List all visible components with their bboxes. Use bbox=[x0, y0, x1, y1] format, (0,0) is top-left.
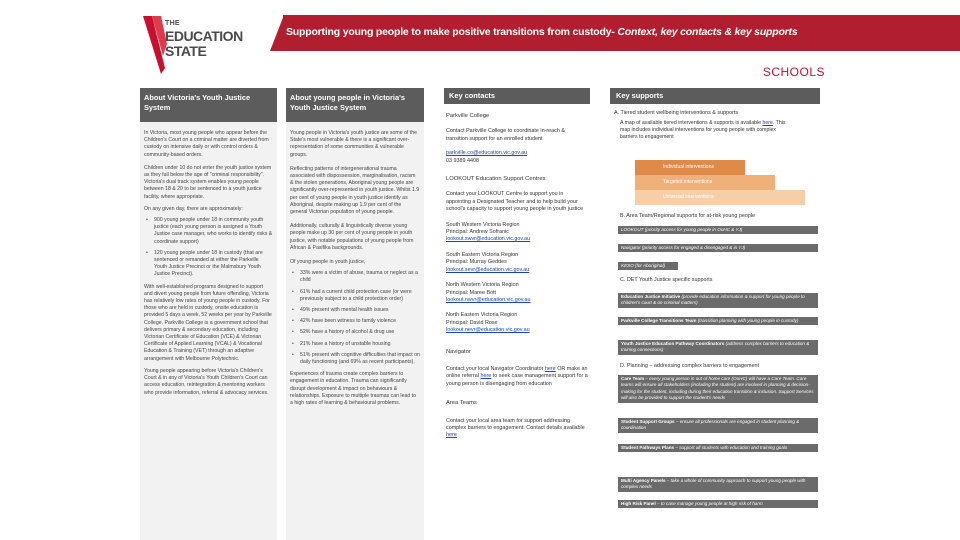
support-button[interactable]: Education Justice Initiative (provide education information & support for young people to children's court & on criminal matters) bbox=[618, 293, 818, 308]
navigator-referral-link[interactable]: here bbox=[480, 373, 492, 380]
parkville-phone: 03 9389 4408 bbox=[446, 157, 479, 164]
column-key-contacts bbox=[444, 88, 590, 540]
region-email-link[interactable]: lookout.nevr@education.vic.gov.au bbox=[446, 327, 530, 334]
region-contact: North Eastern Victoria Region Principal: David Rose lookout.nevr@education.vic.gov.au bbox=[446, 312, 530, 334]
paragraph: Young people in Victoria's youth justice are some of the State's most vulnerable & there is a significant over-representation of some communities & vulnerable groups. bbox=[290, 130, 418, 158]
list-item: • 51% present with cognitive difficulties that impact on daily functioning (and 69% as recent participants). bbox=[286, 352, 424, 366]
tiered-map-here-link[interactable]: here bbox=[762, 120, 773, 126]
list-item: • 33% were a victim of abuse, trauma or neglect as a child bbox=[286, 270, 424, 284]
list-item: • 900 young people under 18 in community youth justice (each young person is assigned a Youth Justice case manager, who works to identify risks & coordinate support) bbox=[140, 217, 277, 246]
contact-text: Contact your local Navigator Coordinator here OR make an online referral here to seek case management support for a young person is disengaging from education bbox=[446, 365, 588, 387]
support-button[interactable]: High Risk Panel – to case manage young people at high risk of harm bbox=[618, 500, 818, 508]
section-heading: C. DET Youth Justice specific supports bbox=[620, 277, 713, 283]
section-heading: B. Area Team/Regional supports for at-risk young people bbox=[620, 213, 756, 219]
column-header: Key supports bbox=[610, 88, 820, 104]
region-contact: South Western Victoria Region Principal: Andrew Sofranic lookout.swvr@education.vic.gov.au bbox=[446, 221, 531, 243]
contact-text: Contact your LOOKOUT Centre to support you in appointing a Designated Teacher and to help build your school's capacity to support young people in youth justice bbox=[446, 191, 584, 213]
contact-heading: Area Teams bbox=[446, 400, 477, 407]
list-item: • 61% had a current child protection case (or were previously subject to a child protection order) bbox=[286, 289, 424, 303]
contact-text: Contact Parkville College to coordinate in-reach & transition support for an enrolled student bbox=[446, 128, 565, 142]
parkville-email-link[interactable]: parkville.co@education.vic.gov.au bbox=[446, 150, 528, 157]
paragraph: With well-established programs designed to support and divert young people from future offending, Victoria has relatively low rates of young people in custody. For those who are held in custody, onsite education is provided 5 days a week, 52 weeks per year by Parkville College. Parkville College is a government school that delivers primary & secondary education, including Victorian Certificate of Education (VCE) & Victorian Certificate of Applied Learning (VCAL) & Vocational Education & Training (VET) through an adaptive arrangement with Melbourne Polytechnic. bbox=[144, 283, 272, 362]
column-youth-justice-system bbox=[140, 88, 277, 540]
section-text: A map of available tiered interventions & supports is available here. This map includes individual interventions for young people with complex barriers to engagement bbox=[620, 120, 786, 140]
contact-heading: Navigator bbox=[446, 348, 471, 355]
support-button[interactable]: Navigator (priority access for engaged & disengaged & in YJ) bbox=[618, 244, 818, 252]
education-state-logo bbox=[143, 16, 243, 74]
page-title: Supporting young people to make positive transitions from custody- Context, key contacts & key supports bbox=[286, 26, 798, 38]
paragraph: Reflecting patterns of intergenerational trauma associated with dispossession, marginalisation, racism & the stolen generations, Aboriginal young people are significantly over-represented in youth justice. Whilst 1.9 per cent of young people in youth justice identify as Aboriginal, despite making up 1.9 per cent of the general Victorian population of young people. bbox=[290, 165, 420, 216]
navigator-here-link[interactable]: here bbox=[544, 365, 556, 372]
column-header: About Victoria's Youth Justice System bbox=[140, 88, 277, 122]
region-email-link[interactable]: lookout.swvr@education.vic.gov.au bbox=[446, 236, 531, 243]
contact-text: Contact your local area team for support addressing complex barriers to engagement. Contact details available here bbox=[446, 417, 585, 439]
paragraph: Of young people in youth justice, bbox=[290, 259, 366, 266]
paragraph: Experiences of trauma create complex barriers to engagement in education. Trauma can significantly disrupt development & impact on behaviours & relationships. Exposure to multiple traumas can lead to a high rates of learning & behavioural problems. bbox=[290, 371, 417, 407]
column-header: About young people in Victoria's Youth Justice System bbox=[286, 88, 424, 122]
paragraph: On any given day, there are approximately: bbox=[144, 205, 243, 212]
area-team-here-link[interactable]: here bbox=[446, 432, 457, 439]
diagram-layer-targeted: Targeted interventions bbox=[635, 175, 775, 190]
list-item: • 42% have been witness to family violence bbox=[286, 318, 424, 325]
title-banner bbox=[283, 15, 960, 51]
tiered-interventions-diagram bbox=[635, 160, 805, 206]
region-email-link[interactable]: lookout.sevr@education.vic.gov.au bbox=[446, 266, 530, 273]
support-button[interactable]: Care Team – every young person in out of home care (OoHC) will have a Care Team. Care teams will ensure all stakeholders (including the student) are involved in planning & decision-making for the student, including during their education transition & inclusion. Support Services will also be provided to support the student's needs bbox=[618, 375, 818, 403]
logo-line2: EDUCATION bbox=[165, 28, 243, 44]
list-item: • 21% have a history of unstable housing bbox=[286, 341, 424, 348]
contact-heading: LOOKOUT Education Support Centres bbox=[446, 176, 546, 183]
support-button[interactable]: Student Pathways Plans – support all students with education and training goals bbox=[618, 444, 818, 452]
list-item: • 120 young people under 18 in custody (that are sentenced or remanded at either the Parkville Youth Justice Precinct or the Malmsbury Youth Justice Precinct). bbox=[140, 250, 277, 279]
column-header: Key contacts bbox=[444, 88, 590, 104]
logo-line3: STATE bbox=[165, 43, 207, 59]
diagram-layer-universal: Universal interventions bbox=[635, 190, 805, 205]
support-button[interactable]: Parkville College Transitions Team (transition planning with young people in custody) bbox=[618, 317, 818, 325]
region-contact: South Eastern Victoria Region Principal: Murray Geddes lookout.sevr@education.vic.gov.au bbox=[446, 251, 530, 273]
column-young-people bbox=[286, 88, 424, 540]
paragraph: Additionally, culturally & linguistically diverse young people make up 30 per cent of young people in youth justice, with notable populations of young people from African & Pasifika backgrounds. bbox=[290, 223, 414, 251]
list-item: • 49% present with mental health issues bbox=[286, 307, 424, 314]
support-button[interactable]: LOOKOUT (priority access for young people in OoHC & YJ) bbox=[618, 226, 818, 234]
banner-notch bbox=[270, 15, 284, 51]
column-key-supports bbox=[610, 88, 820, 540]
section-heading: D. Planning – addressing complex barriers to engagement bbox=[620, 363, 760, 369]
contact-heading: Parkville College bbox=[446, 113, 490, 119]
region-email-link[interactable]: lookout.nwvr@education.vic.gov.au bbox=[446, 296, 531, 303]
paragraph: Children under 10 do not enter the youth justice system as they fall below the age of "criminal responsibility". Victoria's dual track system enables young people between 18 & 20 to be sentenced to a youth justice facility, where appropriate. bbox=[144, 164, 272, 200]
region-contact: North Western Victoria Region Principal: Maree Bott lookout.nwvr@education.vic.gov.au bbox=[446, 282, 531, 303]
paragraph: Young people appearing before Victoria's Children's Court & in any of Victoria's Youth Children's Court can access education, reintegration & mentoring workers who provide information, referral & advocacy services. bbox=[144, 367, 269, 396]
diagram-layer-individual: Individual interventions bbox=[635, 160, 745, 175]
schools-label: SCHOOLS bbox=[762, 65, 825, 79]
support-button[interactable]: KESO (for Aboriginal) bbox=[618, 262, 678, 270]
section-heading: A. Tiered student wellbeing interventions & supports bbox=[614, 110, 739, 116]
paragraph: In Victoria, most young people who appear before the Children's Court on a criminal matter are diverted from custody on intensive daily or with control orders & community-based orders. bbox=[144, 130, 269, 158]
logo-line1: THE bbox=[165, 20, 180, 27]
support-button[interactable]: Student Support Groups – ensure all professionals are engaged in student planning & coordination bbox=[618, 418, 818, 433]
support-button[interactable]: Youth Justice Education Pathway Coordinators (address complex barriers to education & training connections) bbox=[618, 340, 818, 355]
list-item: • 52% have a history of alcohol & drug use bbox=[286, 329, 424, 336]
contact-details bbox=[444, 150, 590, 165]
support-button[interactable]: Multi Agency Panels – take a whole of community approach to support young people with complex needs bbox=[618, 477, 818, 492]
